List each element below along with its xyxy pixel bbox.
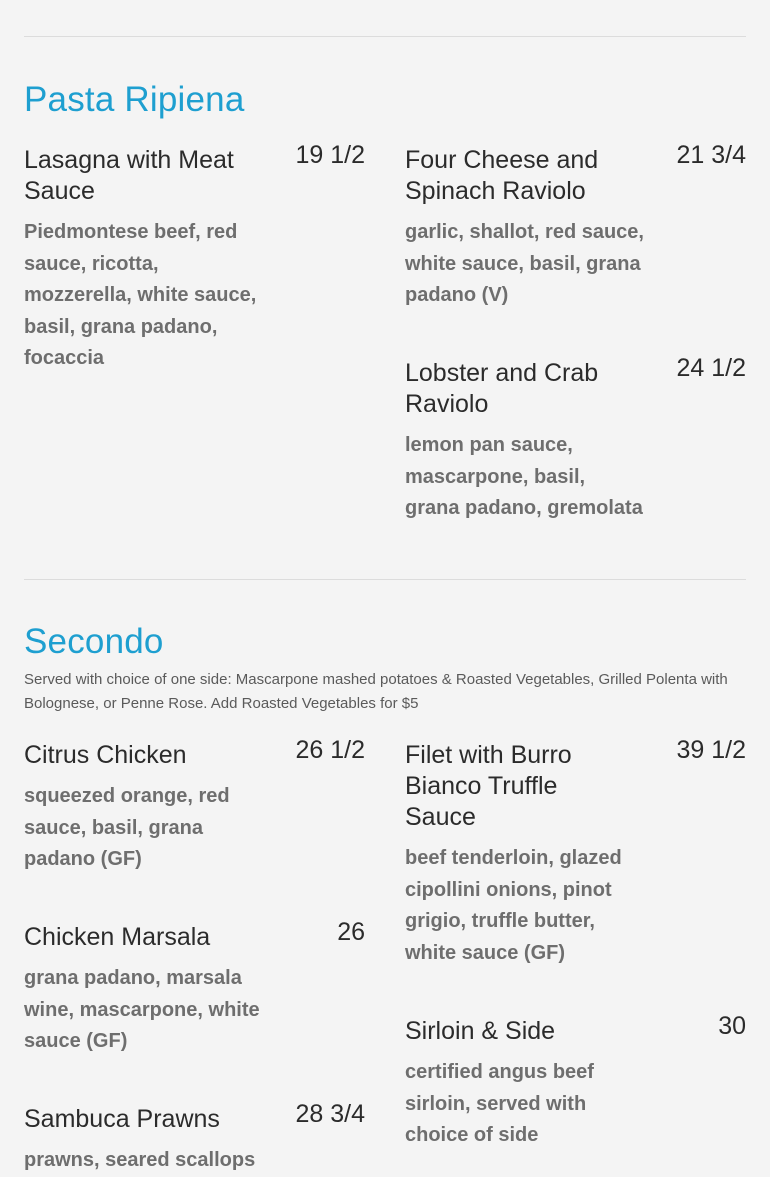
menu-item-chicken-marsala [24, 918, 365, 1058]
item-description: prawns, seared scallops [24, 1149, 256, 1171]
item-name: Sambuca Prawns [24, 1105, 220, 1133]
item-description: lemon pan sauce, mascarpone, basil, grana padano, gremolata [405, 434, 643, 519]
item-description: squeezed orange, red sauce, basil, grana padano (GF) [24, 785, 230, 870]
item-description: certified angus beef sirloin, served with choice of side [405, 1061, 594, 1146]
item-description: grana padano, marsala wine, mascarpone, white sauce (GF) [24, 967, 260, 1052]
item-price: 26 1/2 [295, 736, 365, 764]
menu-item-sirloin-side [405, 1012, 746, 1152]
item-price: 21 3/4 [676, 141, 746, 169]
menu-item-four-cheese-raviolo [405, 141, 746, 312]
item-name: Lobster and Crab Raviolo [405, 359, 599, 418]
section-note: Served with choice of one side: Mascarpone mashed potatoes & Roasted Vegetables, Grilled Polenta with Bolognese, or Penne Rose. Add Roasted Vegetables for $5 [24, 671, 728, 712]
menu-item-lasagna [24, 141, 365, 375]
item-name: Lasagna with Meat Sauce [24, 146, 234, 205]
item-price: 39 1/2 [676, 736, 746, 764]
item-name: Filet with Burro Bianco Truffle Sauce [405, 741, 572, 831]
section-title-secondo: Secondo [24, 622, 164, 661]
section-divider [24, 579, 746, 580]
menu-item-lobster-crab-raviolo [405, 354, 746, 525]
item-price: 26 [337, 918, 365, 946]
menu-item-filet-burro-bianco [405, 736, 746, 969]
item-name: Chicken Marsala [24, 923, 211, 951]
item-price: 30 [718, 1012, 746, 1040]
item-name: Sirloin & Side [405, 1017, 556, 1045]
item-name: Citrus Chicken [24, 741, 187, 769]
menu-item-sambuca-prawns [24, 1100, 365, 1177]
section-title-pasta-ripiena: Pasta Ripiena [24, 80, 245, 119]
item-description: Piedmontese beef, red sauce, ricotta, mozzerella, white sauce, basil, grana padano, focaccia [24, 221, 257, 369]
item-description: beef tenderloin, glazed cipollini onions, pinot grigio, truffle butter, white sauce (GF) [405, 847, 622, 964]
item-name: Four Cheese and Spinach Raviolo [405, 146, 599, 205]
item-description: garlic, shallot, red sauce, white sauce, basil, grana padano (V) [405, 221, 644, 306]
item-price: 24 1/2 [676, 354, 746, 382]
section-divider [24, 36, 746, 37]
item-price: 28 3/4 [295, 1100, 365, 1128]
menu-item-citrus-chicken [24, 736, 365, 876]
item-price: 19 1/2 [295, 141, 365, 169]
